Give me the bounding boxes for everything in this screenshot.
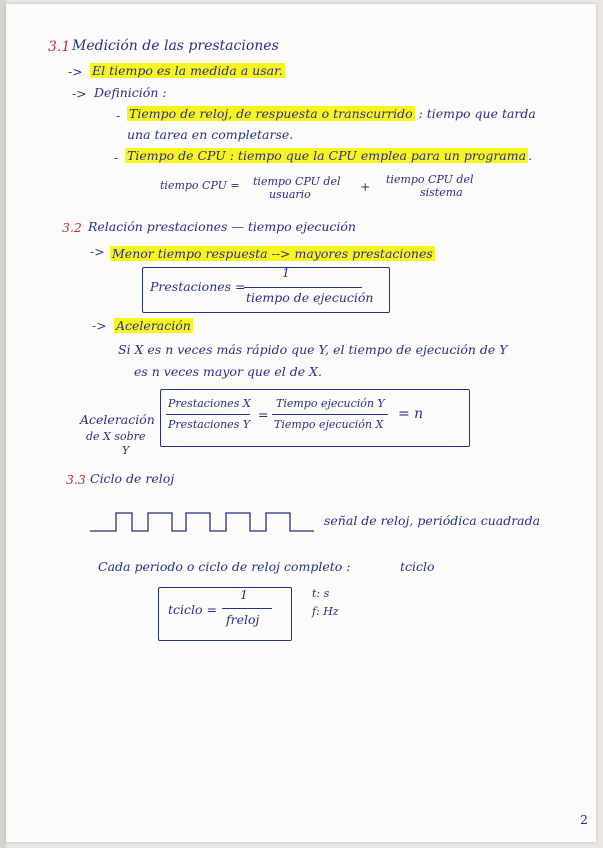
- acc-denominator-1: Prestaciones Y: [168, 418, 251, 431]
- bullet-arrow: ->: [90, 244, 105, 259]
- unit-time: t: s: [312, 587, 330, 600]
- section-title-3-2: Relación prestaciones — tiempo ejecución: [88, 219, 356, 234]
- notebook-page: [6, 4, 596, 842]
- section-title-3-3: Ciclo de reloj: [90, 471, 175, 486]
- fraction-numerator: 1: [282, 265, 290, 280]
- period-symbol: tciclo: [400, 559, 435, 574]
- highlight-clock-time: Tiempo de reloj, de respuesta o transcurrido: [129, 106, 413, 121]
- unit-frequency: f: Hz: [312, 605, 339, 618]
- highlight-time-measure: El tiempo es la medida a usar.: [92, 63, 283, 78]
- section-number-3-3: 3.3: [66, 472, 86, 487]
- definition-dash: -: [116, 108, 121, 123]
- signal-label: señal de reloj, periódica cuadrada: [324, 513, 541, 528]
- bullet-arrow: ->: [68, 64, 83, 79]
- square-wave-signal: [90, 509, 330, 539]
- definition-dash: -: [114, 150, 119, 165]
- cpu-time-definition: : tiempo que la CPU emplea para un programa: [229, 148, 527, 163]
- cpu-user-time-line2: usuario: [269, 188, 311, 201]
- section-number-3-1: 3.1: [48, 39, 71, 55]
- acceleration-definition-line1: Si X es n veces más rápido que Y, el tiempo de ejecución de Y: [118, 342, 508, 357]
- clock-time-definition-cont: una tarea en completarse.: [127, 127, 294, 142]
- plus-sign: +: [360, 179, 371, 194]
- page-number: 2: [580, 812, 588, 827]
- section-number-3-2: 3.2: [62, 220, 82, 235]
- highlight-less-time-more-performance: Menor tiempo respuesta --> mayores prestaciones: [112, 246, 433, 261]
- cpu-system-time-line2: sistema: [420, 186, 463, 199]
- fraction-denominator: tiempo de ejecución: [246, 290, 374, 305]
- performance-formula-left: Prestaciones =: [150, 279, 246, 294]
- bullet-arrow: ->: [92, 318, 107, 333]
- equals-sign: =: [258, 407, 269, 422]
- acc-numerator-2: Tiempo ejecución Y: [276, 397, 385, 410]
- period-definition: Cada periodo o ciclo de reloj completo :: [98, 559, 351, 574]
- acceleration-label-line2: de X sobre: [86, 430, 146, 443]
- fraction-denominator: freloj: [226, 612, 260, 627]
- clock-time-definition: : tiempo que tarda: [418, 106, 536, 121]
- cpu-user-time-line1: tiempo CPU del: [253, 175, 341, 188]
- acceleration-label-line3: Y: [122, 444, 130, 457]
- cpu-system-time-line1: tiempo CPU del: [386, 173, 474, 186]
- definition-label: Definición :: [94, 85, 167, 100]
- acc-result: = n: [398, 406, 424, 422]
- highlight-acceleration: Aceleración: [116, 318, 191, 333]
- cpu-time-equation-left: tiempo CPU =: [160, 179, 240, 192]
- fraction-bar: [222, 608, 272, 609]
- clock-formula-left: tciclo =: [168, 602, 217, 617]
- acceleration-label-line1: Aceleración: [80, 412, 155, 427]
- bullet-arrow: ->: [72, 86, 87, 101]
- period: .: [528, 148, 533, 163]
- acc-denominator-2: Tiempo ejecución X: [274, 418, 384, 431]
- fraction-bar: [244, 287, 362, 288]
- acceleration-definition-line2: es n veces mayor que el de X.: [134, 364, 322, 379]
- fraction-bar: [272, 414, 388, 415]
- highlight-cpu-time: Tiempo de CPU: [127, 148, 226, 163]
- section-title-3-1: Medición de las prestaciones: [72, 38, 279, 54]
- fraction-numerator: 1: [240, 587, 248, 602]
- acc-numerator-1: Prestaciones X: [168, 397, 251, 410]
- fraction-bar: [166, 414, 250, 415]
